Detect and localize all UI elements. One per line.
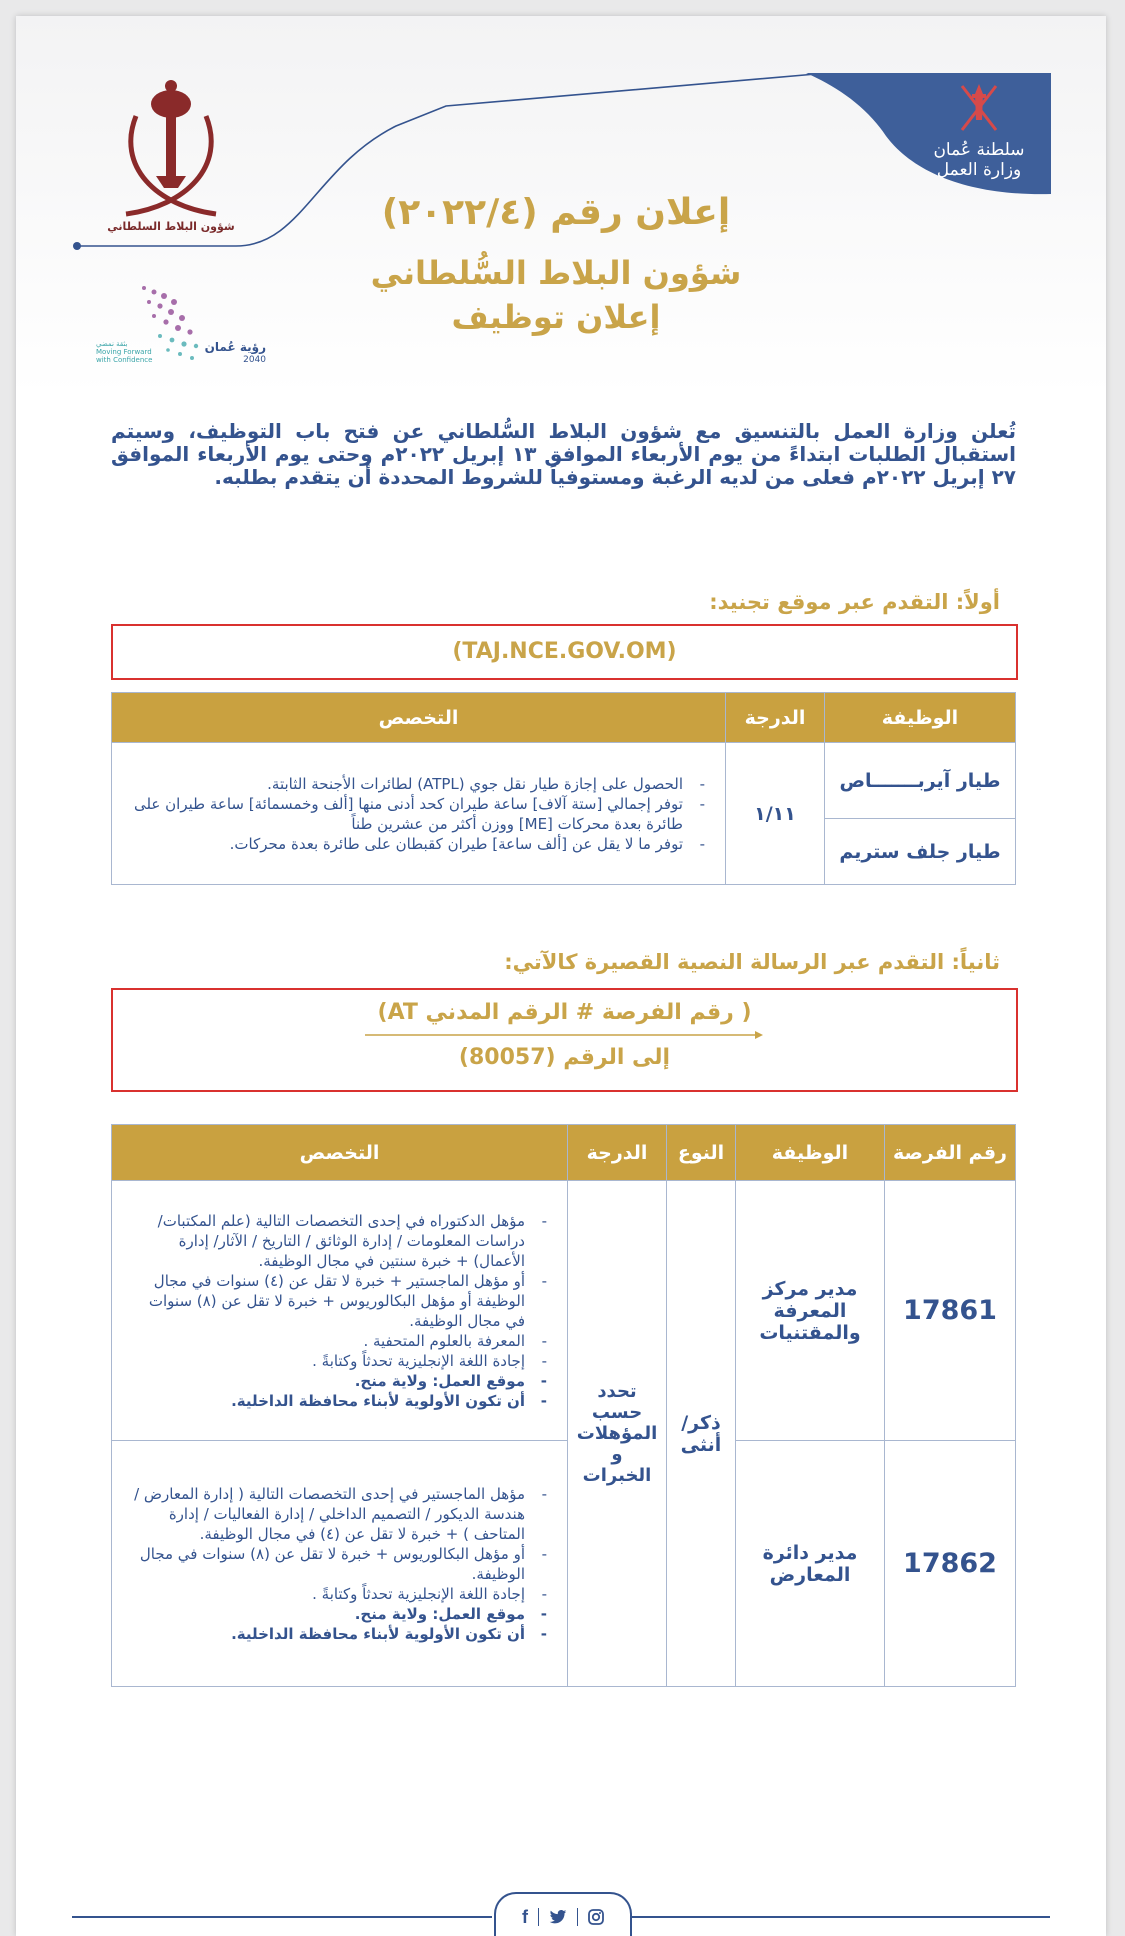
job-title: طيار جلف ستريم <box>825 819 1016 885</box>
requirement-item: - توفر إجمالي [ستة آلاف] ساعة طيران كحد أدنى منها [ألف وخمسمائة] ساعة طيران على طائرة بعدة محركات [ME] ووزن أكثر من عشرين طناً <box>130 794 709 834</box>
social-links <box>494 1892 632 1936</box>
header-grade: الدرجة <box>568 1125 667 1181</box>
royal-court-logo-text: شؤون البلاط السلطاني <box>107 220 235 233</box>
requirement-item: - توفر ما لا يقل عن [ألف ساعة] طيران كقبطان على طائرة بعدة محركات. <box>130 834 709 854</box>
ministry-of-labour-logo <box>914 74 1044 194</box>
table-header-row <box>112 1125 1016 1181</box>
vision-logo-year: 2040 <box>243 355 266 365</box>
twitter-icon[interactable] <box>549 1910 567 1925</box>
social-divider <box>577 1908 578 1926</box>
requirement-item: - أن تكون الأولوية لأبناء محافظة الداخلية. <box>130 1624 551 1644</box>
header-job: الوظيفة <box>825 693 1016 743</box>
opportunity-number: 17862 <box>885 1441 1016 1687</box>
requirement-item: - مؤهل الدكتوراه في إحدى التخصصات التالية (علم المكتبات/ دراسات المعلومات / إدارة الوثائق / التاريخ / الآثار/ إدارة الأعمال) + خبرة سنتين في مجال الوظيفة. <box>130 1211 551 1271</box>
header-gender: النوع <box>667 1125 736 1181</box>
social-divider <box>538 1908 539 1926</box>
vision-logo-sub-ar: بثقة نمضي <box>96 340 128 348</box>
ministry-logo-line1: سلطنة عُمان <box>933 140 1025 160</box>
section2-table <box>111 1124 1016 1687</box>
footer-line-right <box>630 1916 1050 1918</box>
intro-paragraph: تُعلن وزارة العمل بالتنسيق مع شؤون البلاط السُّلطاني عن فتح باب التوظيف، وسيتم استقبال الطلبات ابتداءً من يوم الأربعاء الموافق ١٣ إبريل ٢٠٢٢م وحتى يوم الأربعاء الموافق ٢٧ إبريل ٢٠٢٢م فعلى من لديه الرغبة ومستوفياً للشروط المحددة أن يتقدم بطلبه. <box>111 419 1017 489</box>
header-specialization: التخصص <box>112 693 726 743</box>
specialization-cell <box>112 1181 568 1441</box>
job-title: مدير دائرة المعارض <box>736 1441 885 1687</box>
gender-cell: ذكر/ أنثى <box>667 1181 736 1687</box>
section1-title: أولاً: التقدم عبر موقع تجنيد: <box>709 590 1000 614</box>
arrow-right-icon <box>365 1029 765 1041</box>
requirement-item: - الحصول على إجازة طيار نقل جوي (ATPL) لطائرات الأجنحة الثابتة. <box>130 774 709 794</box>
facebook-icon[interactable]: f <box>522 1906 528 1927</box>
requirement-item: - موقع العمل: ولاية منح. <box>130 1371 551 1391</box>
requirement-item: - أو مؤهل الماجستير + خبرة لا تقل عن (٤) سنوات في مجال الوظيفة أو مؤهل البكالوريوس + خبرة لا تقل عن (٨) سنوات في مجال الوظيفة. <box>130 1271 551 1331</box>
requirement-item: - إجادة اللغة الإنجليزية تحدثاً وكتابةً . <box>130 1351 551 1371</box>
header-specialization: التخصص <box>112 1125 568 1181</box>
section2-title: ثانياً: التقدم عبر الرسالة النصية القصيرة كالآتي: <box>504 950 1000 974</box>
announcement-number: إعلان رقم (٢٠٢٢/٤) <box>381 192 731 233</box>
job-title: طيار آيربـــــــاص <box>825 743 1016 819</box>
entity-name: شؤون البلاط السُّلطاني <box>370 254 742 292</box>
header-opportunity: رقم الفرصة <box>885 1125 1016 1181</box>
requirement-item: - المعرفة بالعلوم المتحفية . <box>130 1331 551 1351</box>
table-header-row <box>112 693 1016 743</box>
opportunity-number: 17861 <box>885 1181 1016 1441</box>
specialization-cell <box>112 743 726 885</box>
oman-vision-2040-logo <box>96 278 266 378</box>
royal-emblem-icon <box>116 76 226 226</box>
table-row <box>112 1441 1016 1687</box>
requirement-item: - مؤهل الماجستير في إحدى التخصصات التالية ( إدارة المعارض / هندسة الديكور / التصميم الداخلي / إدارة الفعاليات / إدارة المتاحف ) + خبرة لا تقل عن (٤) في مجال الوظيفة. <box>130 1484 551 1544</box>
sms-number: إلى الرقم (80057) <box>458 1045 671 1070</box>
header-job: الوظيفة <box>736 1125 885 1181</box>
table-row <box>112 743 1016 819</box>
requirement-item: - أن تكون الأولوية لأبناء محافظة الداخلية. <box>130 1391 551 1411</box>
royal-court-logo <box>106 76 236 256</box>
website-box <box>111 624 1018 680</box>
sms-box <box>111 988 1018 1092</box>
job-title: مدير مركز المعرفة والمقتنيات <box>736 1181 885 1441</box>
ministry-logo-line2: وزارة العمل <box>936 160 1022 180</box>
requirement-item: - موقع العمل: ولاية منح. <box>130 1604 551 1624</box>
header-grade: الدرجة <box>726 693 825 743</box>
specialization-cell <box>112 1441 568 1687</box>
vision-logo-sub-en1: Moving Forward <box>96 348 152 356</box>
vision-logo-main: رؤية عُمان <box>204 340 266 354</box>
announcement-page <box>16 16 1106 1936</box>
grade-cell: ١/١١ <box>726 743 825 885</box>
announcement-type: إعلان توظيف <box>451 298 661 336</box>
requirement-item: - إجادة اللغة الإنجليزية تحدثاً وكتابةً . <box>130 1584 551 1604</box>
table-row <box>112 1181 1016 1441</box>
sms-format: ( رقم الفرصة # الرقم المدني AT) <box>377 1000 752 1025</box>
khanjar-emblem-icon <box>952 80 1006 138</box>
section1-table <box>111 692 1016 885</box>
website-link[interactable]: (TAJ.NCE.GOV.OM) <box>452 639 677 664</box>
requirement-item: - أو مؤهل البكالوريوس + خبرة لا تقل عن (٨) سنوات في مجال الوظيفة. <box>130 1544 551 1584</box>
grade-cell: تحدد حسب المؤهلات و الخبرات <box>568 1181 667 1687</box>
footer-line-left <box>72 1916 492 1918</box>
vision-logo-sub-en2: with Confidence <box>96 356 153 364</box>
